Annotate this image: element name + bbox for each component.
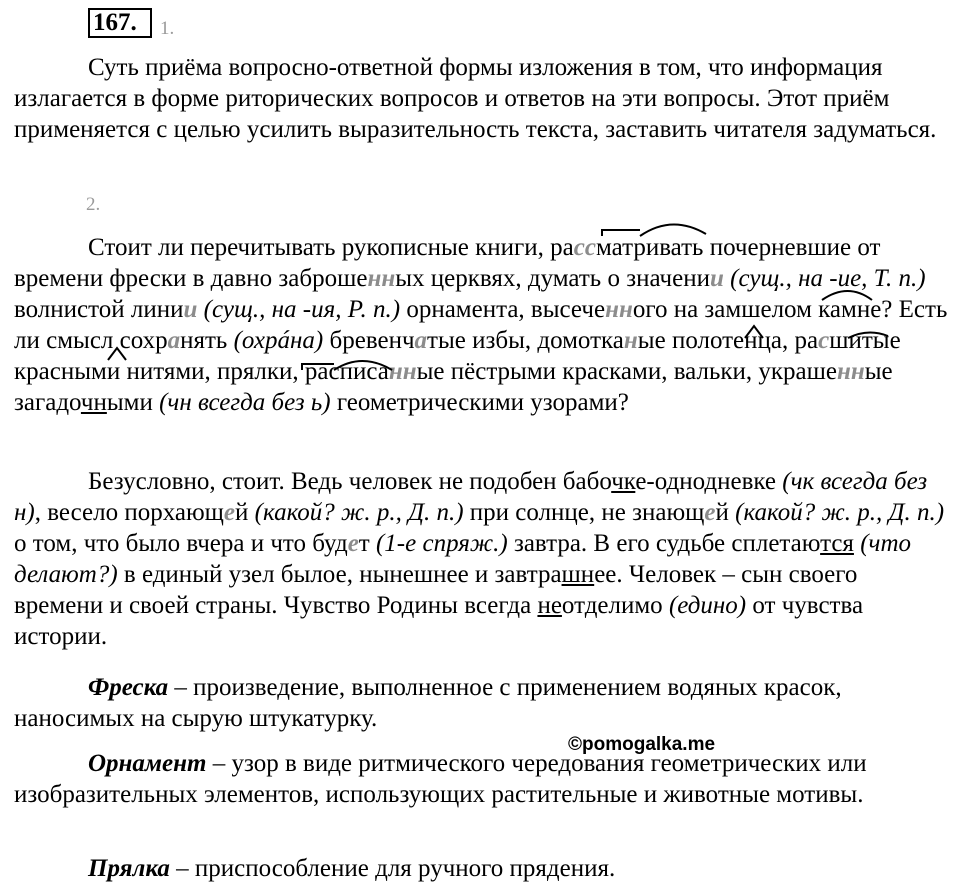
definition-ornament: Орнамент – узор в виде ритмического чередования геометрических или изобразительных элементов, использующих растительные и животные мотивы.	[14, 750, 867, 808]
part-1-paragraph: Суть приёма вопросно-ответной формы изложения в том, что информация излагается в форме риторических вопросов и ответов на эти вопросы. Этот приём применяется с целью усилить выразительность текста, заставить читателя задуматься.	[14, 54, 937, 143]
exercise-number: 167.	[88, 8, 152, 38]
definition-spinning-wheel: Прялка – приспособление для ручного прядения.	[88, 855, 616, 882]
part-1-label: 1.	[160, 18, 175, 39]
watermark: ©pomogalka.me	[568, 734, 716, 755]
definition-fresco: Фреска – произведение, выполненное с применением водяных красок, наносимых на сырую штукатурку.	[14, 674, 842, 732]
part-2-paragraph-2: Безусловно, стоит. Ведь человек не подобен бабочке-однодневке (чк всегда без н), весело порхающей (какой? ж. р., Д. п.) при солнце, не знающей (какой? ж. р., Д. п.) о том, что было вчера и что будет (1-е спряж.) завтра. В его судьбе сплетаются (что делают?) в единый узел былое, нынешнее и завтрашнее. Человек – сын своего времени и своей страны. Чувство Родины всегда неотделимо (едино) от чувства истории.	[14, 468, 945, 650]
part-2-label: 2.	[86, 194, 101, 215]
part-2-paragraph: Стоит ли перечитывать рукописные книги, рассматривать почерневшие от времени фрески в давно заброшенных церквях, думать о значении (сущ., на -ие, Т. п.) волнистой линии (сущ., на -ия, Р. п.) орнамента, высеченного на замшелом камне? Есть ли смысл сохранять (охрáна) бревенчатые избы, домотканые полотенца, расшитые красными нитями, прялки, расписанные пёстрыми красками, вальки, украшенные загадочными (чн всегда без ь) геометрическими узорами?	[14, 234, 948, 416]
